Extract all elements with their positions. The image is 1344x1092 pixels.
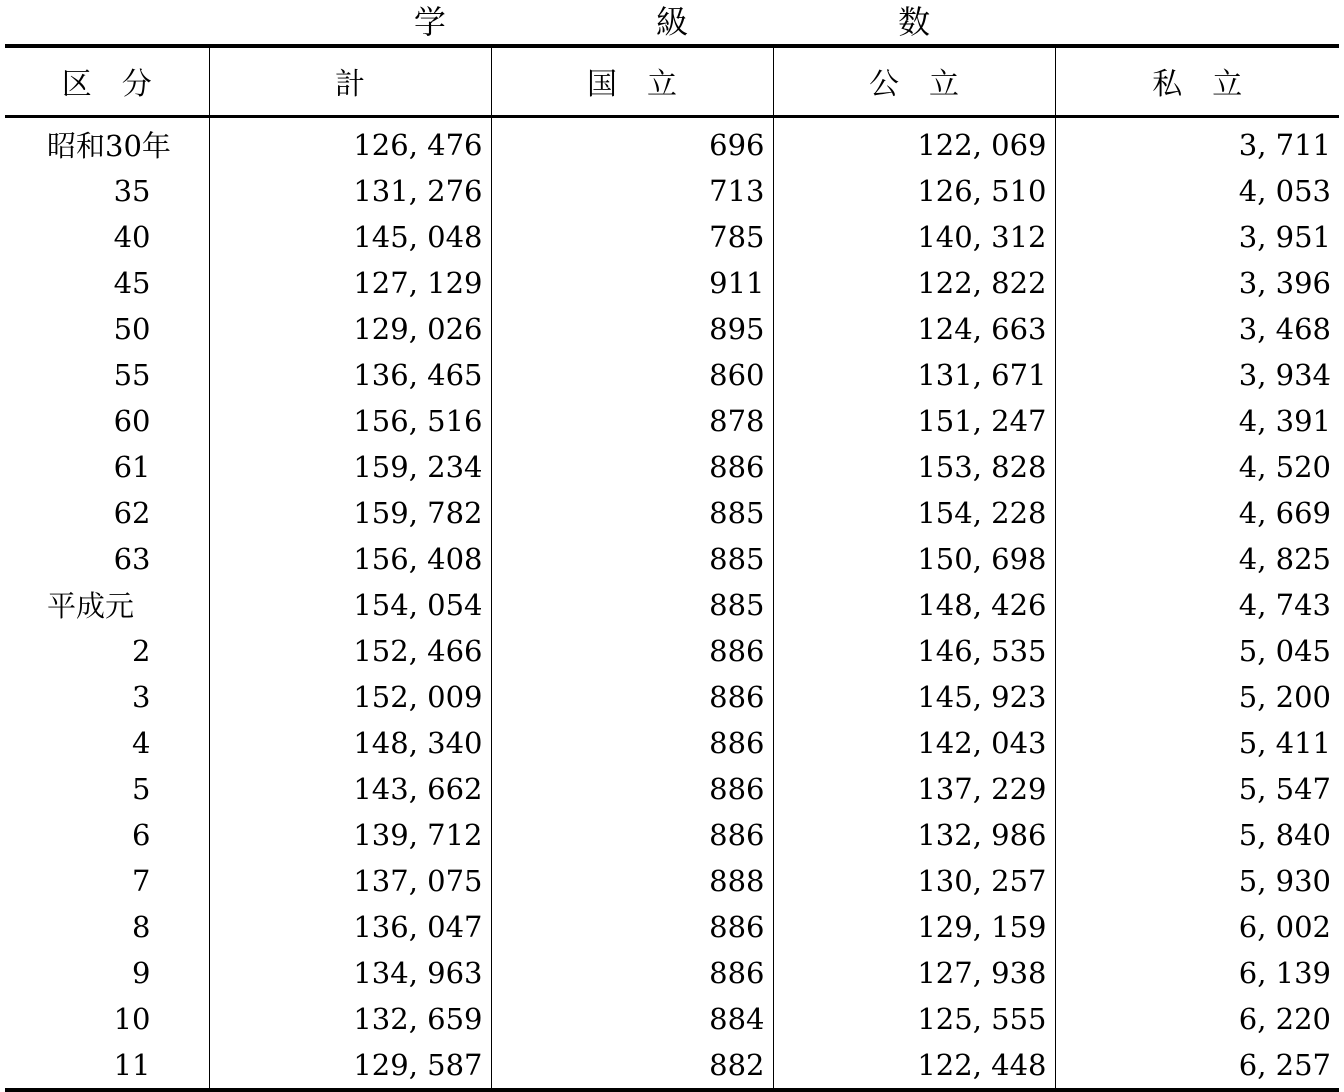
cell-national: 886 — [491, 674, 773, 720]
header-row — [5, 46, 1339, 116]
cell-public: 132, 986 — [773, 812, 1055, 858]
cell-private: 4, 743 — [1055, 582, 1339, 628]
cell-total: 136, 465 — [209, 352, 491, 398]
table-row — [5, 812, 1339, 858]
cell-private: 5, 411 — [1055, 720, 1339, 766]
table-row — [5, 1042, 1339, 1090]
row-label: 5 — [132, 771, 151, 806]
header-public: 公 立 — [773, 46, 1055, 116]
cell-private: 3, 711 — [1055, 116, 1339, 168]
cell-public: 151, 247 — [773, 398, 1055, 444]
cell-private: 6, 220 — [1055, 996, 1339, 1042]
row-label: 8 — [132, 909, 151, 944]
cell-public: 122, 448 — [773, 1042, 1055, 1090]
table-header — [5, 46, 1339, 116]
cell-national: 713 — [491, 168, 773, 214]
cell-national: 885 — [491, 582, 773, 628]
table-row — [5, 628, 1339, 674]
row-label: 60 — [113, 403, 151, 438]
row-label: 40 — [113, 219, 151, 254]
table-row — [5, 858, 1339, 904]
cell-private: 4, 391 — [1055, 398, 1339, 444]
cell-national: 860 — [491, 352, 773, 398]
row-label: 62 — [113, 495, 151, 530]
cell-public: 130, 257 — [773, 858, 1055, 904]
cell-public: 131, 671 — [773, 352, 1055, 398]
cell-private: 6, 257 — [1055, 1042, 1339, 1090]
cell-national: 785 — [491, 214, 773, 260]
cell-national: 911 — [491, 260, 773, 306]
cell-national: 882 — [491, 1042, 773, 1090]
cell-national: 878 — [491, 398, 773, 444]
cell-total: 156, 408 — [209, 536, 491, 582]
cell-national: 884 — [491, 996, 773, 1042]
cell-total: 152, 466 — [209, 628, 491, 674]
cell-private: 5, 547 — [1055, 766, 1339, 812]
cell-public: 153, 828 — [773, 444, 1055, 490]
table-row — [5, 950, 1339, 996]
cell-public: 154, 228 — [773, 490, 1055, 536]
cell-national: 886 — [491, 766, 773, 812]
cell-total: 129, 587 — [209, 1042, 491, 1090]
table-row — [5, 490, 1339, 536]
table-row — [5, 352, 1339, 398]
cell-total: 134, 963 — [209, 950, 491, 996]
cell-total: 139, 712 — [209, 812, 491, 858]
table-row — [5, 720, 1339, 766]
classes-table — [5, 44, 1339, 1092]
cell-private: 5, 045 — [1055, 628, 1339, 674]
cell-public: 126, 510 — [773, 168, 1055, 214]
cell-total: 136, 047 — [209, 904, 491, 950]
classes-table-container — [5, 44, 1339, 1092]
row-label: 45 — [113, 265, 151, 300]
table-title: 学 級 数 — [413, 3, 1031, 41]
cell-total: 132, 659 — [209, 996, 491, 1042]
cell-national: 888 — [491, 858, 773, 904]
cell-private: 4, 669 — [1055, 490, 1339, 536]
cell-total: 159, 234 — [209, 444, 491, 490]
cell-public: 124, 663 — [773, 306, 1055, 352]
cell-national: 886 — [491, 444, 773, 490]
row-label: 55 — [113, 357, 151, 392]
row-label: 4 — [132, 725, 151, 760]
row-label: 11 — [5, 1042, 209, 1090]
cell-public: 142, 043 — [773, 720, 1055, 766]
header-private: 私 立 — [1055, 46, 1339, 116]
cell-public: 140, 312 — [773, 214, 1055, 260]
row-label: 9 — [132, 955, 151, 990]
cell-national: 885 — [491, 536, 773, 582]
cell-total: 129, 026 — [209, 306, 491, 352]
row-label: 61 — [113, 449, 151, 484]
cell-national: 696 — [491, 116, 773, 168]
cell-private: 5, 930 — [1055, 858, 1339, 904]
row-label: 35 — [113, 173, 151, 208]
row-label: 6 — [132, 817, 151, 852]
cell-public: 122, 069 — [773, 116, 1055, 168]
cell-public: 145, 923 — [773, 674, 1055, 720]
cell-public: 122, 822 — [773, 260, 1055, 306]
header-total: 計 — [209, 46, 491, 116]
row-label: 7 — [132, 863, 151, 898]
table-row — [5, 260, 1339, 306]
cell-national: 885 — [491, 490, 773, 536]
row-label: 63 — [113, 541, 151, 576]
row-label: 2 — [132, 633, 151, 668]
cell-public: 146, 535 — [773, 628, 1055, 674]
table-row — [5, 766, 1339, 812]
cell-public: 129, 159 — [773, 904, 1055, 950]
cell-national: 886 — [491, 812, 773, 858]
cell-total: 137, 075 — [209, 858, 491, 904]
cell-public: 127, 938 — [773, 950, 1055, 996]
cell-total: 127, 129 — [209, 260, 491, 306]
cell-total: 152, 009 — [209, 674, 491, 720]
cell-national: 886 — [491, 904, 773, 950]
table-row — [5, 116, 1339, 168]
row-label: 3 — [132, 679, 151, 714]
cell-private: 4, 520 — [1055, 444, 1339, 490]
table-row — [5, 168, 1339, 214]
cell-private: 6, 139 — [1055, 950, 1339, 996]
cell-public: 137, 229 — [773, 766, 1055, 812]
table-row — [5, 398, 1339, 444]
cell-private: 5, 840 — [1055, 812, 1339, 858]
cell-public: 150, 698 — [773, 536, 1055, 582]
cell-total: 126, 476 — [209, 116, 491, 168]
header-national: 国 立 — [491, 46, 773, 116]
cell-total: 131, 276 — [209, 168, 491, 214]
table-row — [5, 536, 1339, 582]
cell-private: 3, 468 — [1055, 306, 1339, 352]
cell-private: 6, 002 — [1055, 904, 1339, 950]
table-body — [5, 116, 1339, 1090]
cell-private: 3, 396 — [1055, 260, 1339, 306]
row-label: 50 — [113, 311, 151, 346]
cell-private: 4, 825 — [1055, 536, 1339, 582]
row-label: 10 — [113, 1001, 151, 1036]
table-row — [5, 904, 1339, 950]
table-row — [5, 444, 1339, 490]
cell-public: 125, 555 — [773, 996, 1055, 1042]
cell-national: 895 — [491, 306, 773, 352]
cell-total: 156, 516 — [209, 398, 491, 444]
cell-private: 3, 951 — [1055, 214, 1339, 260]
cell-public: 148, 426 — [773, 582, 1055, 628]
cell-national: 886 — [491, 720, 773, 766]
cell-total: 159, 782 — [209, 490, 491, 536]
cell-private: 5, 200 — [1055, 674, 1339, 720]
row-label: 昭和30年 — [47, 129, 171, 163]
cell-national: 886 — [491, 628, 773, 674]
table-row — [5, 214, 1339, 260]
table-row — [5, 996, 1339, 1042]
cell-private: 3, 934 — [1055, 352, 1339, 398]
cell-total: 154, 054 — [209, 582, 491, 628]
cell-national: 886 — [491, 950, 773, 996]
table-row — [5, 306, 1339, 352]
table-row — [5, 582, 1339, 628]
cell-total: 148, 340 — [209, 720, 491, 766]
row-label: 平成元 — [47, 589, 135, 623]
header-category: 区 分 — [5, 46, 209, 116]
cell-total: 145, 048 — [209, 214, 491, 260]
table-row — [5, 674, 1339, 720]
cell-total: 143, 662 — [209, 766, 491, 812]
cell-private: 4, 053 — [1055, 168, 1339, 214]
